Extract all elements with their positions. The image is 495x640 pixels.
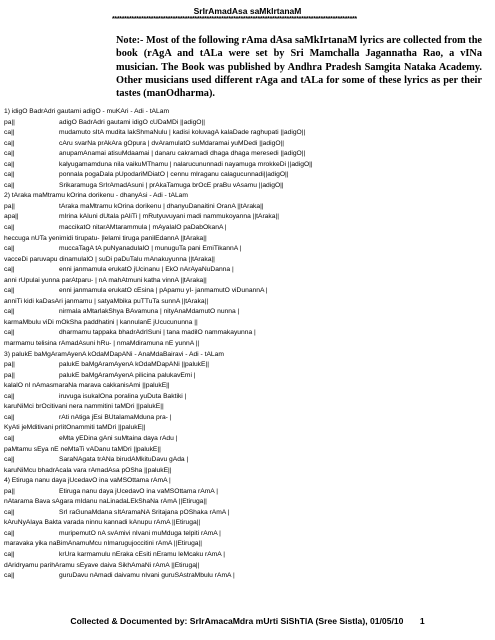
line-marker: ca|| xyxy=(4,181,15,189)
line-text: guruDavu nAmadi daivamu nIvani guruSAstraMbulu rAmA | xyxy=(59,572,235,580)
lyric-line xyxy=(4,170,490,181)
line-marker: ca|| xyxy=(4,392,15,400)
line-text: dharmamu tappaka bhadrAdrISuni | tana madilO nammakayunna | xyxy=(59,329,256,337)
lyric-line xyxy=(4,339,490,350)
lyric-line xyxy=(4,202,490,213)
lyric-line xyxy=(4,181,490,192)
lyric-line xyxy=(4,381,490,392)
lyric-line xyxy=(4,455,490,466)
line-text: heccuga nUTa yenimidi tirupatu- |lelami tiruga panilEdannA ||tAraka|| xyxy=(4,234,207,242)
line-text: maccikatO nitarAMtarammula | mAyalalO paDabOkanA | xyxy=(59,224,227,232)
lyric-line xyxy=(4,571,490,582)
line-marker: ca|| xyxy=(4,224,15,232)
line-text: krUra karmamulu nEraka cEsiti nEramu leMcaku rAmA | xyxy=(59,550,225,558)
line-marker: ca|| xyxy=(4,245,15,253)
lyric-line xyxy=(4,371,490,382)
line-text: paMtamu sEya nE neMtaTi vADanu taMDri ||palukE|| xyxy=(4,445,161,453)
line-text: mudamuto sItA mudita lakShmaNulu | kadisi koluvagA kalaDade raghupati ||adigO|| xyxy=(59,129,306,137)
lyric-line xyxy=(4,212,490,223)
line-marker: pa|| xyxy=(4,118,15,126)
lyric-line xyxy=(4,392,490,403)
line-marker: ca|| xyxy=(4,508,15,516)
line-text: 2) tAraka maMtramu kOrina dorikenu - dhanyAsi - Adi - tALam xyxy=(4,192,188,200)
line-text: rAti nAtiga jEsi BUtalamaMduna pra- | xyxy=(59,413,172,421)
note-paragraph: Note:- Most of the following rAma dAsa saMkIrtanaM lyrics are collected from the book (rAgA and tALa were set by Sri Mamchalla Jagannatha Rao, a vINa musician. The Book was published by Andhra Pradesh Samgita Nataka Academy. Other musicians used different rAga and tALa for some of these lyrics as per their tastes (manOdharma). xyxy=(116,35,482,100)
lyric-line xyxy=(4,466,490,477)
lyric-line xyxy=(4,529,490,540)
line-text: enni janmamula erukatO jUcinanu | EkO nArAyaNuDanna | xyxy=(59,266,234,274)
line-text: nirmala aMtarlakShya BAvamuna | nityAnaMdamutO nunna | xyxy=(59,308,240,316)
line-marker: ca|| xyxy=(4,150,15,158)
line-text: adigO BadrAdri gautami idigO cUDaMDi ||adigO|| xyxy=(59,118,205,126)
lyric-line xyxy=(4,402,490,413)
lyric-line xyxy=(4,297,490,308)
lyric-line xyxy=(4,234,490,245)
line-text: kalalO nI nAmasmaraNa marava cakkanisAmi ||palukE|| xyxy=(4,382,170,390)
lyric-line xyxy=(4,149,490,160)
line-marker: ca|| xyxy=(4,434,15,442)
line-text: eMta yEDina gAni suMtaina daya rAdu | xyxy=(59,434,178,442)
line-text: karuNiMcu bhadrAcala vara rAmadAsa pOSha ||palukE|| xyxy=(4,466,172,474)
lyric-line xyxy=(4,318,490,329)
lyric-line xyxy=(4,191,490,202)
lyric-line xyxy=(4,276,490,287)
line-text: Etiruga nanu daya jUcedavO ina vaMSOttama rAmA | xyxy=(59,487,218,495)
line-marker: ca|| xyxy=(4,287,15,295)
line-text: 4) Etiruga nanu daya jUcedavO ina vaMSOttama rAmA | xyxy=(4,477,171,485)
lyric-line xyxy=(4,286,490,297)
lyric-line xyxy=(4,160,490,171)
line-marker: pa|| xyxy=(4,487,15,495)
line-marker: ca|| xyxy=(4,550,15,558)
lyric-line xyxy=(4,244,490,255)
line-text: iruvuga isukalOna poralina yuDuta Baktiki | xyxy=(59,392,187,400)
line-marker: pa|| xyxy=(4,371,15,379)
lyric-line xyxy=(4,118,490,129)
line-marker: ca|| xyxy=(4,160,15,168)
line-text: mIrina kAluni dUtala pAliTi | mRutyuvuyani madi nammukoyanna ||tAraka|| xyxy=(59,213,279,221)
line-text: tAraka maMtramu kOrina dorikenu | dhanyuDanaitini OranA ||tAraka|| xyxy=(59,202,264,210)
lyric-line xyxy=(4,307,490,318)
lyric-line xyxy=(4,423,490,434)
lyric-line xyxy=(4,518,490,529)
line-text: anni rUpulai yunna parAtparu- | nA mahAtmuni katha vinnA ||tAraka|| xyxy=(4,276,207,284)
lyric-line xyxy=(4,550,490,561)
line-marker: ca|| xyxy=(4,572,15,580)
line-marker: pa|| xyxy=(4,202,15,210)
line-marker: ca|| xyxy=(4,456,15,464)
line-text: anupamAnamai atisuMdaamai | danaru cakramadi dhaga dhaga meresedi ||adigO|| xyxy=(59,150,306,158)
line-text: cAru svarNa prAkAra gOpura | dvAramulatO suMdaramai yuMDedi ||adigO|| xyxy=(59,139,284,147)
line-text: 1) idigO BadrAdri gautami adigO - muKAri - Adi - tALam xyxy=(4,108,170,115)
lyric-line xyxy=(4,487,490,498)
line-marker: ca|| xyxy=(4,308,15,316)
footer-credit: Collected & Documented by: SrIrAmacaMdra mUrti SiShTlA (Sree Sistla), xyxy=(70,616,368,626)
page-number: 1 xyxy=(419,616,425,626)
line-text: dAridryamu parihAramu sEyave daiva SikhAmaNi rAmA ||Etiruga|| xyxy=(4,561,200,569)
line-marker: ca|| xyxy=(4,529,15,537)
lyric-line xyxy=(4,476,490,487)
line-text: palukE baMgAramAyenA kOdaMDapANi ||palukE|| xyxy=(59,361,209,369)
lyric-line xyxy=(4,413,490,424)
line-marker: ca|| xyxy=(4,129,15,137)
line-text: marmamu telisina rAmadAsuni hRu- | nmaMdiramuna nE yunnA || xyxy=(4,340,200,348)
line-text: karuNiMci brOcitivani nera nammitini taMDri ||palukE|| xyxy=(4,403,164,411)
line-text: palukE baMgAramAyenA pilicina palukavEmi | xyxy=(59,371,196,379)
lyric-line xyxy=(4,445,490,456)
asterisk-rule: ***************************************************************************************************** xyxy=(112,16,357,23)
lyric-line xyxy=(4,360,490,371)
line-text: SrI raGunaMdana sItAramaNA Sritajana pOShaka rAmA | xyxy=(59,508,230,516)
line-text: karmaMbulu viDi mOkSha paddhatini | kannulanE jUcucununna || xyxy=(4,318,198,326)
lyrics-body xyxy=(4,107,490,582)
line-text: muripemutO nA svAmivi nIvani muMduga telpiti rAmA | xyxy=(59,529,221,537)
lyric-line xyxy=(4,539,490,550)
lyric-line xyxy=(4,223,490,234)
line-text: kAruNyAlaya Bakta varada ninnu kannadi kAnupu rAmA ||Etiruga|| xyxy=(4,519,201,527)
lyric-line xyxy=(4,328,490,339)
lyric-line xyxy=(4,508,490,519)
line-text: kalyugamamduna nila vaikuMThamu | nalarucununnadi nayamuga mrokkeDi ||adigO|| xyxy=(59,160,313,168)
line-text: maravaka yika naBimAnamuMcu nImarugujoccitini rAmA ||Etiruga|| xyxy=(4,540,202,548)
line-marker: ca|| xyxy=(4,329,15,337)
lyric-line xyxy=(4,561,490,572)
line-text: vacceDi paruvapu dinamulalO | suDi paDuTalu mAnakuyunna ||tAraka|| xyxy=(4,255,215,263)
page-footer xyxy=(0,616,495,626)
line-text: 3) palukE baMgAramAyenA kOdaMDapANi - AnaMdaBairavi - Adi - tALam xyxy=(4,350,224,358)
line-text: anniTi kidi kaDasAri janmamu | satyaMbika puTTuTa sunnA ||tAraka|| xyxy=(4,297,209,305)
footer-date: 01/05/10 xyxy=(369,616,404,626)
line-text: nAtarama Bava sAgara mIdanu naLinadaLEkShaNa rAmA ||Etiruga|| xyxy=(4,498,207,506)
line-marker: ca|| xyxy=(4,413,15,421)
line-marker: apa|| xyxy=(4,213,19,221)
lyric-line xyxy=(4,255,490,266)
line-marker: pa|| xyxy=(4,361,15,369)
lyric-line xyxy=(4,350,490,361)
lyric-line xyxy=(4,497,490,508)
line-marker: ca|| xyxy=(4,171,15,179)
line-marker: ca|| xyxy=(4,266,15,274)
line-text: KyAti jeMditivani prIitOnammiti taMDri ||palukE|| xyxy=(4,424,146,432)
line-marker: ca|| xyxy=(4,139,15,147)
lyric-line xyxy=(4,265,490,276)
lyric-line xyxy=(4,107,490,118)
lyric-line xyxy=(4,139,490,150)
line-text: enni janmamula erukatO cEsina | pApamu yI- janmamutO viDunannA | xyxy=(59,287,268,295)
lyric-line xyxy=(4,434,490,445)
page-header-title: SrIrAmadAsa saMkIrtanaM xyxy=(193,6,302,16)
lyric-line xyxy=(4,128,490,139)
line-text: ponnala pogaDala pUpodariMDiatO | cennu mIraganu calagucunnadi||adigO|| xyxy=(59,171,289,179)
line-text: Srikaramuga SrIrAmadAsuni | prAkaTamuga brOcE praBu vAsamu ||adigO|| xyxy=(59,181,284,189)
line-text: muccaTagA tA puNyanadulalO | munuguTa pani EmiTikannA | xyxy=(59,245,242,253)
line-text: SaraNAgata trANa birudAMkituDavu gAda | xyxy=(59,456,189,464)
